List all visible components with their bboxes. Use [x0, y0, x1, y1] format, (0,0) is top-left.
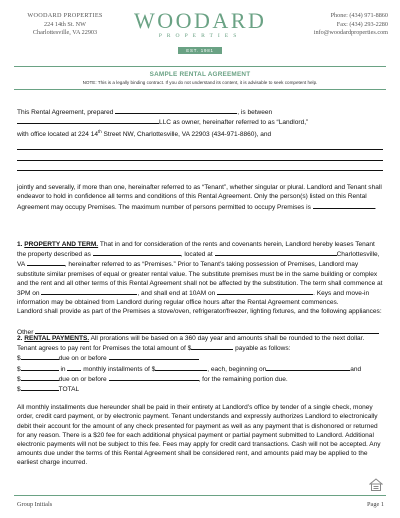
max-occupants-field[interactable] — [313, 202, 375, 209]
installment-count-field[interactable] — [67, 364, 81, 371]
installment-start-date-field[interactable] — [266, 364, 350, 371]
section-1-heading: PROPERTY AND TERM. — [24, 241, 99, 248]
document-note: NOTE: This is a legally binding contract. If you do not understand its content, it is advisable to seek competent help. — [82, 80, 318, 85]
section-1-other: Other — [17, 327, 383, 337]
payment-total-field[interactable] — [21, 384, 59, 391]
payment-row-2: $ in monthly installments of $ , each, beginning on and — [17, 365, 362, 373]
page-number: Page 1 — [367, 501, 384, 508]
payment-row-1: $ due on or before — [17, 353, 383, 363]
equal-housing-icon — [369, 478, 383, 492]
term-end-date-field[interactable] — [217, 288, 313, 295]
other-appliances-field[interactable] — [35, 327, 379, 334]
company-address-block — [10, 12, 120, 38]
contact-email[interactable]: info@woodardproperties.com — [313, 29, 388, 37]
woodard-logo — [134, 10, 266, 57]
company-name: WOODARD PROPERTIES — [27, 12, 103, 19]
section-1-appliances: Landlord shall provide as part of the Premises a stove/oven, refrigerator/freezer, lighting fixtures, and the following appliances: — [17, 308, 382, 316]
intro-paragraph-2: jointly and severally, if more than one, hereinafter referred to as “Tenant”, whether singular or plural. Landlord and Tenant shall endeavor to hold in confidence all terms and conditions of this Rental Agreement. Only the person(s) listed on this Rental Agreement may occupy Premises. The maximum number of persons permitted to occupy Premises is . — [17, 184, 382, 211]
group-initials-label: Group Initials — [17, 501, 53, 508]
contact-phone: Phone: (434) 971-8860 — [330, 12, 388, 19]
tenant-name-line-2[interactable] — [17, 150, 383, 161]
installment-amount-field[interactable] — [155, 364, 207, 371]
date-prepared-field[interactable] — [115, 107, 237, 114]
property-zip-field[interactable] — [27, 259, 65, 266]
contact-block — [278, 12, 388, 38]
payment-row-3: $ due on or before , for the remaining portion due. — [17, 375, 288, 383]
payment-3-date-field[interactable] — [109, 374, 199, 381]
payment-1-date-field[interactable] — [109, 353, 199, 360]
intro-line-1: This Rental Agreement, prepared , is between — [17, 109, 273, 116]
title-divider — [14, 89, 386, 90]
header-divider — [14, 66, 386, 67]
term-start-date-field[interactable] — [41, 288, 137, 295]
payment-row-total: $ TOTAL — [17, 386, 80, 394]
intro-line-2: LLC as owner, hereinafter referred to as “Landlord,” — [17, 117, 383, 127]
intro-section — [17, 107, 383, 212]
total-rent-field[interactable] — [191, 343, 233, 350]
tenant-name-line-1[interactable] — [17, 140, 383, 151]
tenant-name-line-3[interactable] — [17, 161, 383, 172]
section-rental-payments — [17, 334, 383, 468]
logo-established-badge: EST. 1981 — [178, 47, 221, 54]
section-1-text: 1. PROPERTY AND TERM. That in and for consideration of the rents and covenants herein, Landlord hereby leases Tenant the property described as , located at Charlottesville, VA , hereinafter referred to as “Premises.” Prior to Tenant’s taking possession of Premises, Landlord may substitute similar premises of equal or greater rental value. The substitute premises must be in the same building or complex and the rent and all other terms of this Rental Agreement shall not be affected by the substitution. The term shall commence at 3PM on , and shall end at 10AM on . Keys and move-in information may be obtained from Landlord during regular office hours after the Rental Agreement commences. — [17, 241, 383, 307]
payment-1-amount-field[interactable] — [21, 353, 59, 360]
payment-3-amount-field[interactable] — [21, 374, 59, 381]
company-street: 224 14th St. NW — [44, 20, 86, 28]
property-description-field[interactable] — [93, 249, 181, 256]
installment-total-field[interactable] — [21, 364, 59, 371]
intro-line-3: with office located at 224 14th Street NW, Charlottesville, VA 22903 (434-971-8860), and — [17, 129, 272, 139]
company-city: Charlottesville, VA 22903 — [32, 29, 98, 37]
logo-subtitle: PROPERTIES — [158, 33, 242, 39]
logo-name: WOODARD — [134, 8, 267, 33]
contact-fax: Fax: (434) 293-2280 — [336, 20, 388, 28]
document-title: SAMPLE RENTAL AGREEMENT — [149, 71, 251, 78]
section-2-heading: RENTAL PAYMENTS. — [24, 335, 90, 342]
owner-name-field[interactable] — [17, 117, 159, 124]
property-street-field[interactable] — [215, 249, 337, 256]
section-2-text: 2. RENTAL PAYMENTS. All prorations will be based on a 360 day year and amounts shall be rounded to the next dollar. Tenant agrees to pay rent for Premises the total amount of $ payable as follows: — [17, 335, 365, 353]
section-2-paragraph: All monthly installments due hereunder shall be paid in their entirety at Landlord’s office by tender of a single check, money order, credit card payment, or by electronic payment. Tenant understands and expressly authorizes Landlord to electronically debit their account for the amount of any check presented for payment as well as any payment that is dishonored or returned for any reason. There is a $20 fee for each additional physical payment or partial payment submitted to Landlord. Additional electronic payments will not be subject to this fee. Fees may apply for credit card transactions. Cash will not be accepted. Any amounts due under the terms of this Rental Agreement shall be considered rent, and amounts paid may be applied to the earliest charge incurred. — [17, 404, 381, 467]
section-property-and-term — [17, 240, 383, 337]
footer-divider — [14, 495, 386, 496]
